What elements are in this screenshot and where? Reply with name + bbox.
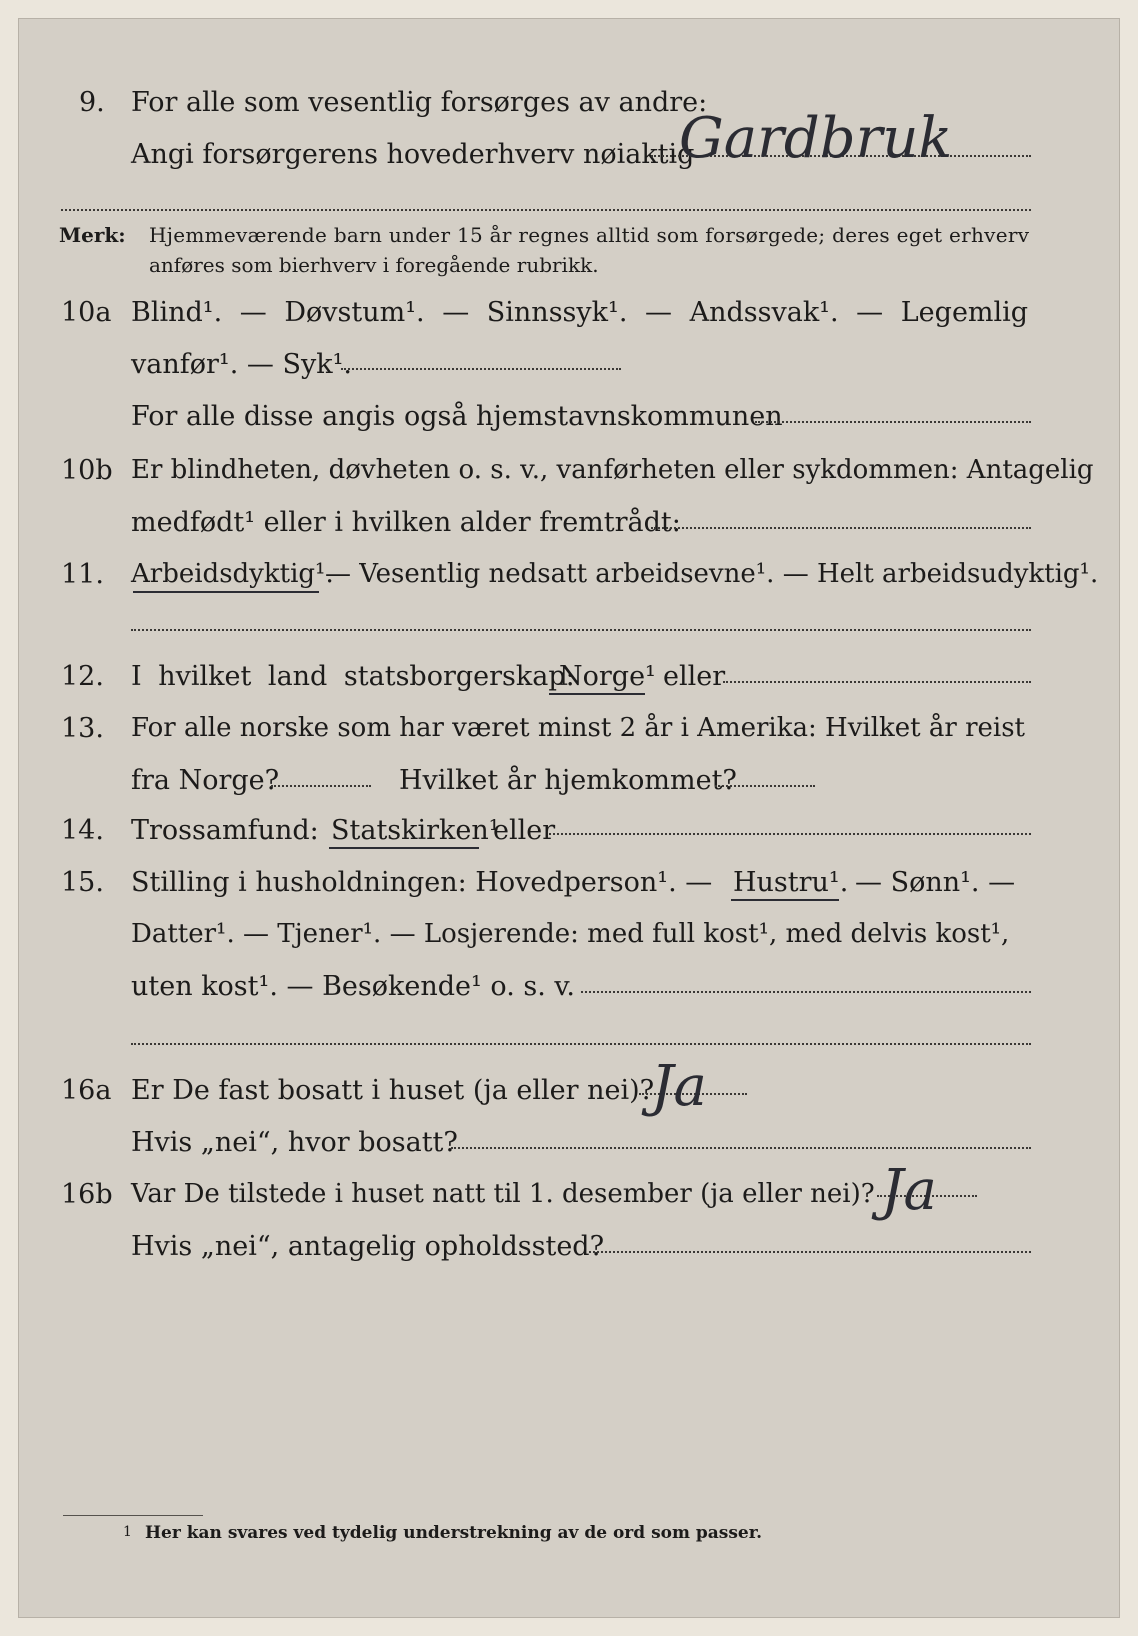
- q10b-line2: medfødt¹ eller i hvilken alder fremtrådt:: [131, 507, 681, 538]
- q14-underline-mark: [329, 847, 479, 849]
- q15-option-hustru: Hustru¹.: [733, 867, 849, 898]
- q11-underline-mark: [133, 591, 319, 593]
- q16b-line1: Var De tilstede i huset natt til 1. desember (ja eller nei)?: [131, 1179, 875, 1209]
- q12-tail: eller: [663, 661, 726, 692]
- q13-line2a: fra Norge?: [131, 765, 280, 796]
- q10b-field[interactable]: [651, 527, 1031, 529]
- merk-line1: Hjemmeværende barn under 15 år regnes alltid som forsørgede; deres eget erhverv: [149, 223, 1030, 247]
- footnote-text: Her kan svares ved tydelig understrekning av de ord som passer.: [145, 1523, 763, 1543]
- merk-line2: anføres som bierhverv i foregående rubrikk.: [149, 253, 599, 277]
- q16a-handwritten-answer: Ja: [651, 1054, 707, 1119]
- footnote-rule: [63, 1515, 203, 1516]
- q15-line2: Datter¹. — Tjener¹. — Losjerende: med full kost¹, med delvis kost¹,: [131, 919, 1010, 949]
- q13-line1: For alle norske som har været minst 2 år i Amerika: Hvilket år reist: [131, 713, 1025, 743]
- q14-option-statskirken: Statskirken¹: [331, 815, 500, 846]
- q13-number: 13.: [61, 713, 104, 744]
- q15-line3: uten kost¹. — Besøkende¹ o. s. v.: [131, 971, 576, 1002]
- merk-label: Merk:: [59, 223, 126, 247]
- q15-field[interactable]: [581, 991, 1031, 993]
- q15-line1a: Stilling i husholdningen: Hovedperson¹. —: [131, 867, 713, 898]
- q15-underline-mark: [731, 899, 839, 901]
- q12-field[interactable]: [723, 681, 1031, 683]
- q9-line1: For alle som vesentlig forsørges av andre:: [131, 87, 708, 118]
- q15-number: 15.: [61, 867, 104, 898]
- q11-field[interactable]: [131, 629, 1031, 631]
- q10a-field[interactable]: [341, 368, 621, 370]
- q11-option-arbeidsdyktig: Arbeidsdyktig¹.: [131, 559, 334, 589]
- q11-rest: — Vesentlig nedsatt arbeidsevne¹. — Helt arbeidsudyktig¹.: [325, 559, 1099, 589]
- q14-number: 14.: [61, 815, 104, 846]
- q13-hjemkommet-field[interactable]: [715, 785, 815, 787]
- census-form-page: [18, 18, 1120, 1618]
- q9-number: 9.: [79, 87, 105, 118]
- q16b-handwritten-answer: Ja: [881, 1158, 937, 1223]
- q16a-line2: Hvis „nei“, hvor bosatt?: [131, 1127, 458, 1158]
- q9-line2: Angi forsørgerens hovederhverv nøiaktig: [131, 139, 695, 170]
- q16b-opholdssted-field[interactable]: [589, 1251, 1031, 1253]
- q12-underline-mark: [549, 693, 645, 695]
- q12-option-norge: Norge¹: [559, 661, 656, 692]
- q10b-line1: Er blindheten, døvheten o. s. v., vanførheten eller sykdommen: Antagelig: [131, 455, 1094, 485]
- q14-field[interactable]: [549, 833, 1031, 835]
- q12-number: 12.: [61, 661, 104, 692]
- q10a-line1: Blind¹. — Døvstum¹. — Sinnssyk¹. — Andssvak¹. — Legemlig: [131, 297, 1029, 328]
- q14-tail: eller: [493, 815, 556, 846]
- q15-line1c: — Sønn¹. —: [855, 867, 1016, 898]
- separator-line: [61, 209, 1031, 211]
- q10a-number: 10a: [61, 297, 112, 328]
- q16b-line2: Hvis „nei“, antagelig opholdssted?: [131, 1231, 605, 1262]
- q10a-line2: vanfør¹. — Syk¹.: [131, 349, 352, 380]
- q16a-line1: Er De fast bosatt i huset (ja eller nei)?: [131, 1075, 655, 1106]
- q13-reist-field[interactable]: [271, 785, 371, 787]
- q15-extra-field[interactable]: [131, 1043, 1031, 1045]
- q16b-number: 16b: [61, 1179, 113, 1210]
- q13-line2b: Hvilket år hjemkommet?: [399, 765, 737, 796]
- q10a-hjemstavn-field[interactable]: [755, 421, 1031, 423]
- q14-label: Trossamfund:: [131, 815, 319, 846]
- q10b-number: 10b: [61, 455, 113, 486]
- q11-number: 11.: [61, 559, 104, 590]
- q10a-line3: For alle disse angis også hjemstavnskommunen: [131, 401, 783, 432]
- q16a-bosatt-field[interactable]: [451, 1147, 1031, 1149]
- q9-handwritten-answer: Gardbruk: [679, 106, 953, 171]
- q16a-number: 16a: [61, 1075, 112, 1106]
- footnote-mark: 1: [123, 1524, 132, 1540]
- q12-label: I hvilket land statsborgerskap:: [131, 661, 575, 692]
